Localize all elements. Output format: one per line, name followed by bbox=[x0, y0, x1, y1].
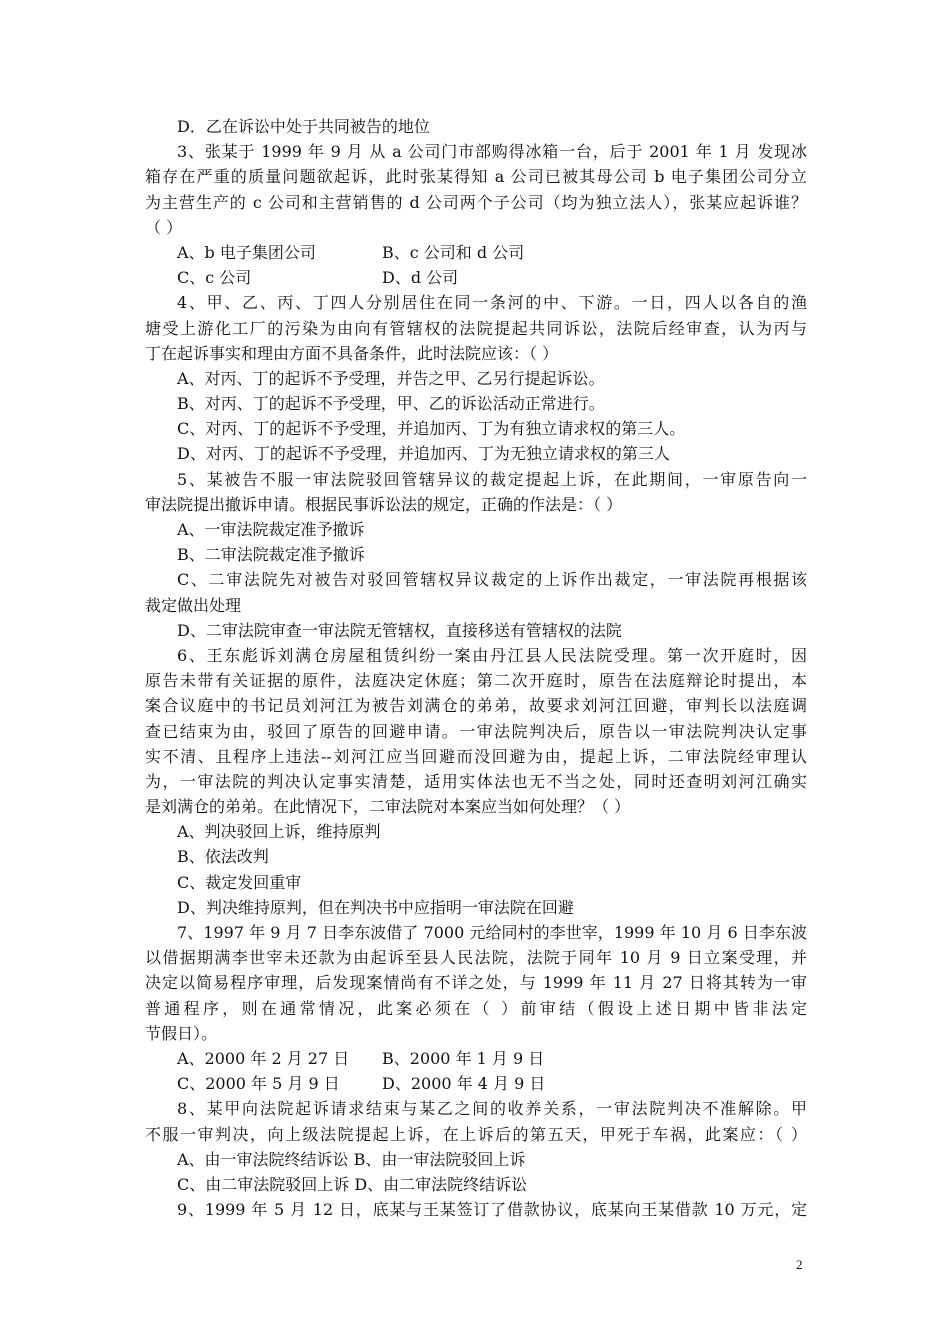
option-left: A、2000 年 2 月 27 日 bbox=[177, 1048, 350, 1068]
text-line: 普通程序，则在通常情况，此案必须在（ ）前审结（假设上述日期中皆非法定 bbox=[145, 998, 807, 1018]
text-line: 5、某被告不服一审法院驳回管辖异议的裁定提起上诉，在此期间，一审原告向一 bbox=[177, 469, 807, 489]
text-line: 8、某甲向法院起诉请求结束与某乙之间的收养关系，一审法院判决不准解除。甲 bbox=[177, 1099, 807, 1119]
option-right: D、2000 年 4 月 9 日 bbox=[382, 1074, 546, 1094]
option-right: B、c 公司和 d 公司 bbox=[382, 242, 525, 262]
text-line: D．乙在诉讼中处于共同被告的地位 bbox=[177, 117, 430, 136]
text-line: C、裁定发回重审 bbox=[177, 872, 302, 892]
text-line: 决定以简易程序审理，后发现案情尚有不详之处，与 1999 年 11 月 27 日将其转为一审 bbox=[145, 973, 807, 993]
text-line: C、对丙、丁的起诉不予受理，并追加丙、丁为有独立请求权的第三人。 bbox=[177, 419, 686, 439]
option-left: A、b 电子集团公司 bbox=[177, 242, 316, 262]
text-line: 实不清、且程序上违法--刘河江应当回避而没回避为由，提起上诉，二审法院经审理认 bbox=[145, 746, 807, 766]
text-line: B、二审法院裁定准予撤诉 bbox=[177, 545, 365, 565]
text-line: B、依法改判 bbox=[177, 847, 269, 867]
text-line: D、对丙、丁的起诉不予受理，并追加丙、丁为无独立请求权的第三人 bbox=[177, 444, 670, 464]
text-line: （ ） bbox=[145, 217, 183, 237]
text-line: B、对丙、丁的起诉不予受理，甲、乙的诉讼活动正常进行。 bbox=[177, 394, 605, 414]
text-line: D、二审法院审查一审法院无管辖权，直接移送有管辖权的法院 bbox=[177, 620, 622, 640]
text-line: 7、1997 年 9 月 7 日李东波借了 7000 元给同村的李世宰，1999 年 10 月 6 日李东波 bbox=[177, 923, 807, 942]
text-line: C、由二审法院驳回上诉 D、由二审法院终结诉讼 bbox=[177, 1174, 528, 1194]
text-line bbox=[145, 265, 807, 290]
option-right: D、d 公司 bbox=[382, 268, 459, 288]
text-line: 是刘满仓的弟弟。在此情况下，二审法院对本案应当如何处理？（ ） bbox=[145, 797, 631, 817]
text-line: 案合议庭中的书记员刘河江为被告刘满仓的弟弟，故要求刘河江回避，审判长以法庭调 bbox=[145, 696, 807, 716]
text-line: 4、甲、乙、丙、丁四人分别居住在同一条河的中、下游。一日，四人以各自的渔 bbox=[177, 293, 807, 313]
text-line: 裁定做出处理 bbox=[145, 595, 242, 615]
text-line: 为主营生产的 c 公司和主营销售的 d 公司两个子公司（均为独立法人），张某应起诉谁？ bbox=[145, 192, 807, 212]
page-number: 2 bbox=[796, 1257, 803, 1272]
text-line: D、判决维持原判，但在判决书中应指明一审法院在回避 bbox=[177, 897, 574, 917]
option-right: B、2000 年 1 月 9 日 bbox=[382, 1048, 545, 1068]
text-line: A、对丙、丁的起诉不予受理，并告之甲、乙另行提起诉讼。 bbox=[177, 368, 605, 388]
option-left: C、2000 年 5 月 9 日 bbox=[177, 1074, 340, 1094]
text-line: 3、张某于 1999 年 9 月 从 a 公司门市部购得冰箱一台，后于 2001 年 1 月 发现冰 bbox=[177, 142, 807, 162]
text-line: 不服一审判决，向上级法院提起上诉，在上诉后的第五天，甲死于车祸，此案应：（ ） bbox=[145, 1124, 807, 1144]
text-line: 节假日）。 bbox=[145, 1023, 218, 1043]
text-line: 丁在起诉事实和理由方面不具备条件，此时法院应该：（ ） bbox=[145, 343, 559, 363]
text-line: C、二审法院先对被告对驳回管辖权异议裁定的上诉作出裁定，一审法院再根据该 bbox=[177, 570, 807, 590]
text-line bbox=[145, 1046, 807, 1071]
text-line: 6、王东彪诉刘满仓房屋租赁纠纷一案由丹江县人民法院受理。第一次开庭时，因 bbox=[177, 645, 807, 665]
text-line: 箱存在严重的质量问题欲起诉，此时张某得知 a 公司已被其母公司 b 电子集团公司分立 bbox=[145, 167, 807, 187]
text-line: 原告未带有关证据的原件，法庭决定休庭；第二次开庭时，原告在法庭辩论时提出，本 bbox=[145, 671, 807, 691]
text-line bbox=[145, 240, 807, 265]
text-line: A、判决驳回上诉，维持原判 bbox=[177, 822, 381, 842]
text-line: A、由一审法院终结诉讼 B、由一审法院驳回上诉 bbox=[177, 1149, 526, 1169]
text-line: A、一审法院裁定准予撤诉 bbox=[177, 520, 365, 539]
text-line: 审法院提出撤诉申请。根据民事诉讼法的规定，正确的作法是：（ ） bbox=[145, 494, 623, 514]
text-line: 塘受上游化工厂的污染为由向有管辖权的法院提起共同诉讼，法院后经审查，认为丙与 bbox=[145, 318, 807, 338]
text-line bbox=[145, 1071, 807, 1096]
text-line: 查已结束为由，驳回了原告的回避申请。一审法院判决后，原告以一审法院判决认定事 bbox=[145, 721, 807, 741]
text-line: 以借据期满李世宰未还款为由起诉至县人民法院，法院于同年 10 月 9 日立案受理，并 bbox=[145, 948, 807, 968]
text-line: 9、1999 年 5 月 12 日，底某与王某签订了借款协议，底某向王某借款 10 万元，定 bbox=[177, 1200, 807, 1220]
option-left: C、c 公司 bbox=[177, 268, 252, 288]
document-body bbox=[145, 114, 807, 1222]
text-line: 为，一审法院的判决认定事实清楚，适用实体法也无不当之处，同时还查明刘河江确实 bbox=[145, 771, 807, 791]
